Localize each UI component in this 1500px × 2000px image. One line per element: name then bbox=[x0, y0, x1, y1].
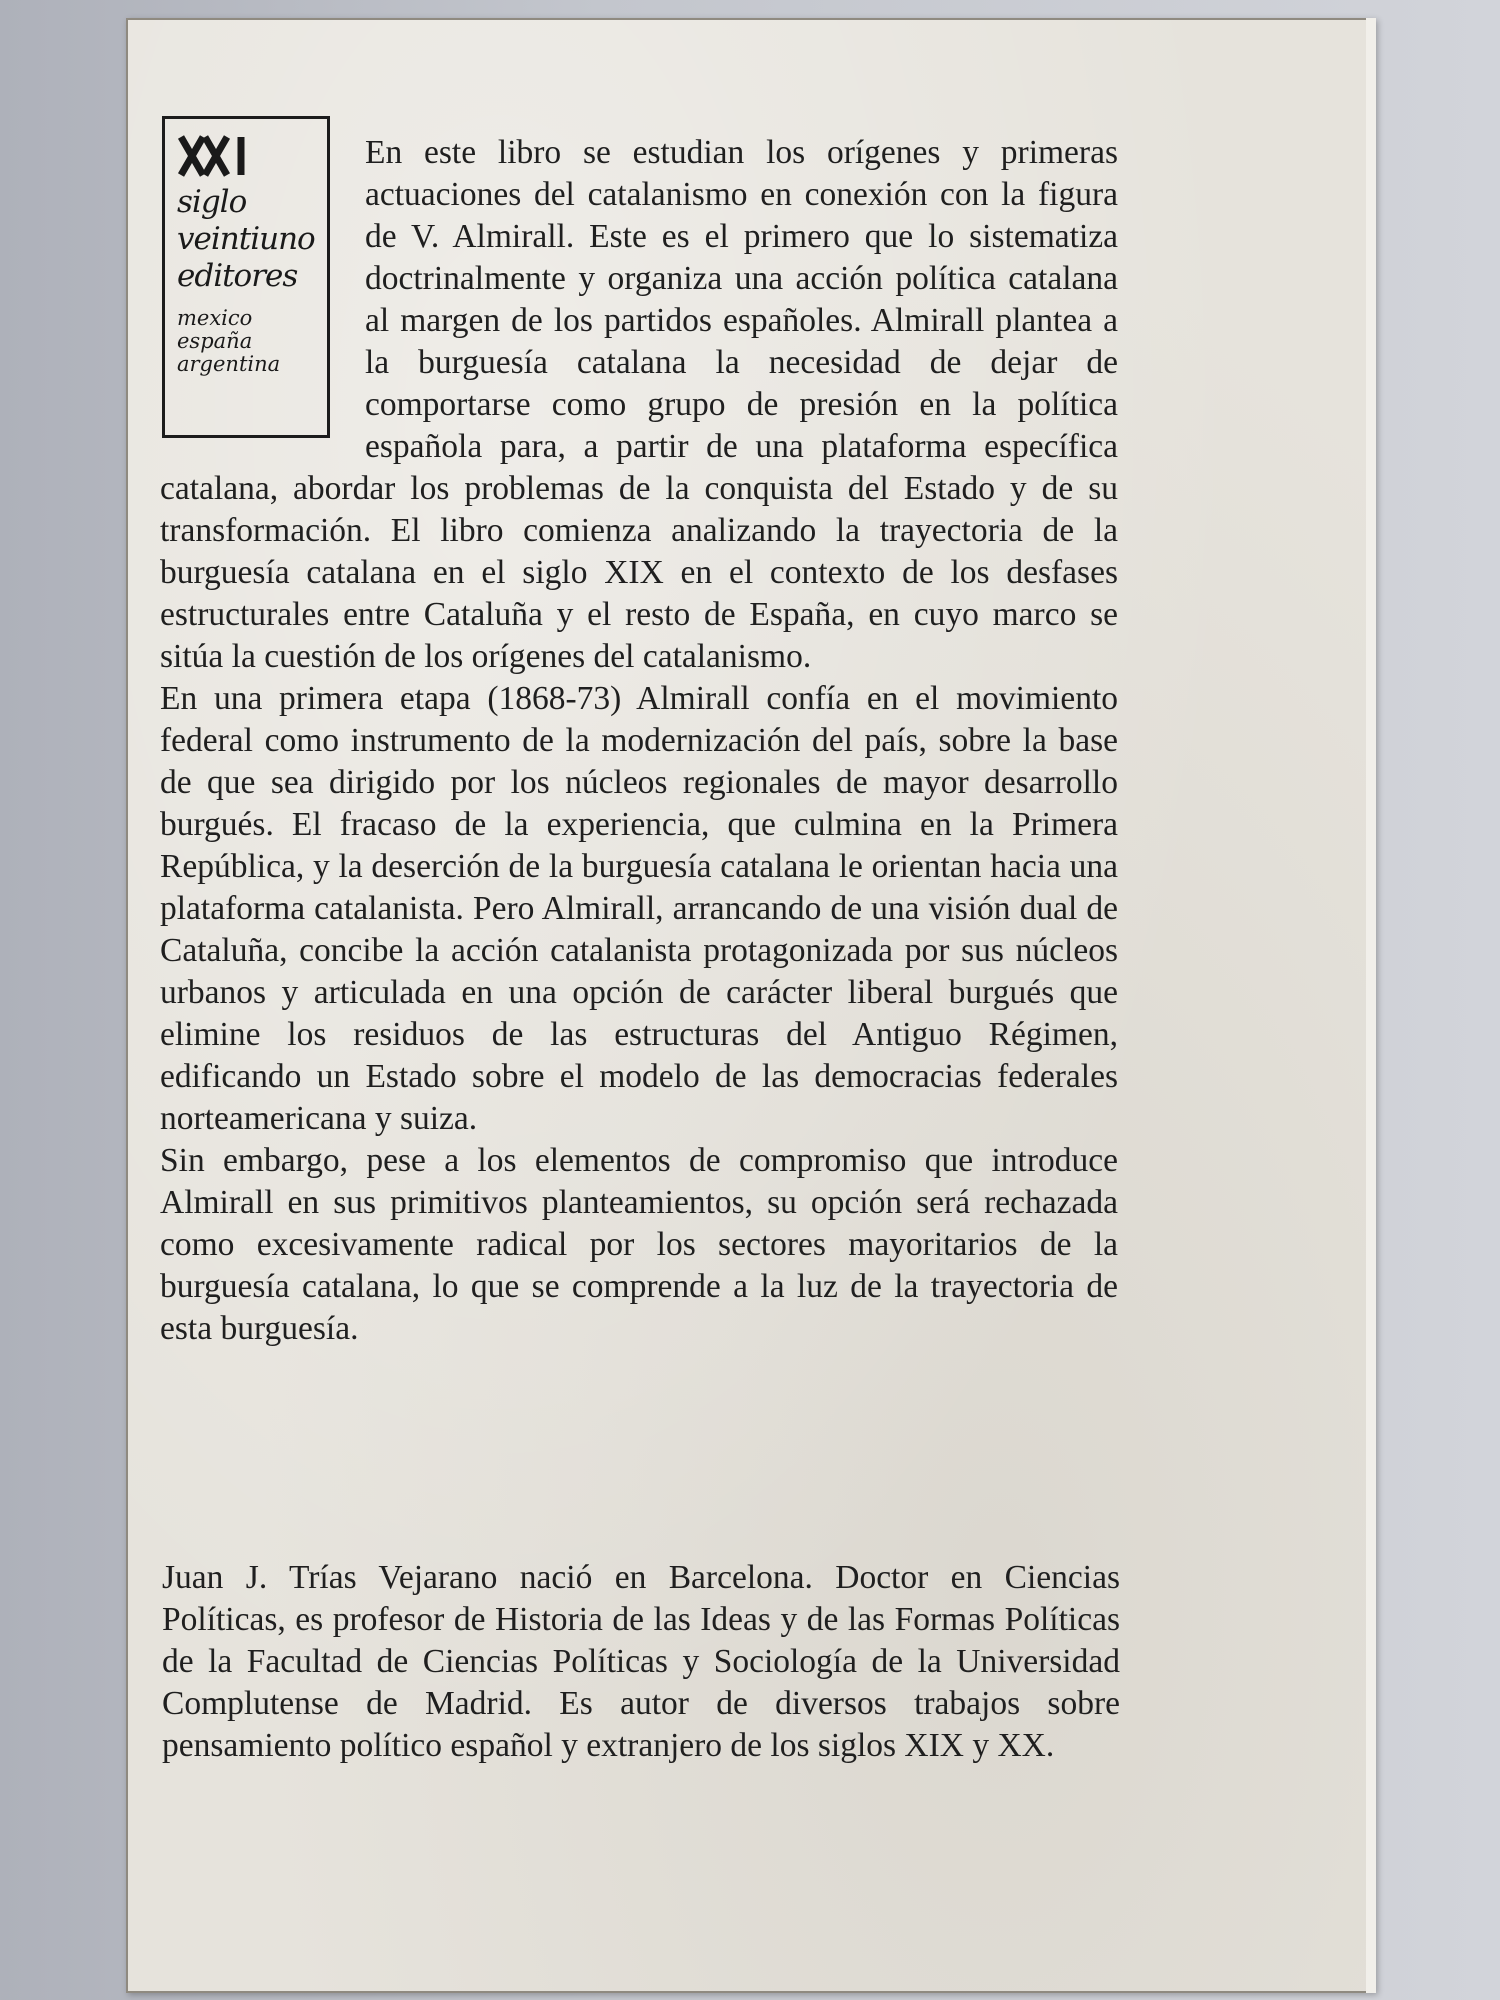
publisher-name-line3: editores bbox=[177, 258, 298, 294]
publisher-city-argentina: argentina bbox=[177, 352, 281, 376]
blurb-paragraph-2: En una primera etapa (1868-73) Almirall confía en el movimiento federal como instrumento de la modernización del país, sobre la base de que sea dirigido por los núcleos regionales de mayor desarrollo burgués. El fracaso de la experiencia, que culmina en la Primera República, y la deserción de la burguesía catalana le orientan hacia una plataforma catalanista. Pero Almirall, arrancando de una visión dual de Cataluña, concibe la acción catalanista protagonizada por sus núcleos urbanos y articulada en una opción de carácter liberal burgués que elimine los residuos de las estructuras del Antiguo Régimen, edificando un Estado sobre el modelo de las democracias federales norteamericana y suiza. bbox=[160, 680, 1118, 1137]
blurb-paragraph-1: En este libro se estudian los orígenes y primeras actuaciones del catalanismo en conexión con la figura de V. Almirall. Este es el primero que lo sistematiza doctrinalmente y organiza una acción política catalana al margen de los partidos españoles. Almirall plantea a la burguesía catalana la necesidad de dejar de comportarse como grupo de presión en la política española para, a partir de una plataforma específica catalana, abordar los problemas de la conquista del Estado y de su transformación. El libro comienza analizando la trayectoria de la burguesía catalana en el siglo XIX en el contexto de los desfases estructurales entre Cataluña y el resto de España, en cuyo marco se sitúa la cuestión de los orígenes del catalanismo. bbox=[160, 134, 1118, 675]
blurb-paragraph-3: Sin embargo, pese a los elementos de compromiso que introduce Almirall en sus primitivos planteamientos, su opción será rechazada como excesivamente radical por los sectores mayoritarios de la burguesía catalana, lo que se comprende a la luz de la trayectoria de esta burguesía. bbox=[160, 1142, 1118, 1347]
publisher-city-espana: españa bbox=[177, 329, 253, 353]
cover-edge bbox=[1366, 18, 1376, 1993]
publisher-city-mexico: mexico bbox=[177, 306, 253, 330]
blurb-text bbox=[160, 132, 1118, 1350]
publisher-name-line1: siglo bbox=[177, 184, 247, 220]
publisher-name-line2: veintiuno bbox=[177, 221, 315, 257]
author-bio: Juan J. Trías Vejarano nació en Barcelona. Doctor en Ciencias Políticas, es profesor de Historia de las Ideas y de las Formas Políticas de la Facultad de Ciencias Políticas y Sociología de la Universidad Complutense de Madrid. Es autor de diversos trabajos sobre pensamiento político español y extranjero de los siglos XIX y XX. bbox=[162, 1559, 1120, 1764]
